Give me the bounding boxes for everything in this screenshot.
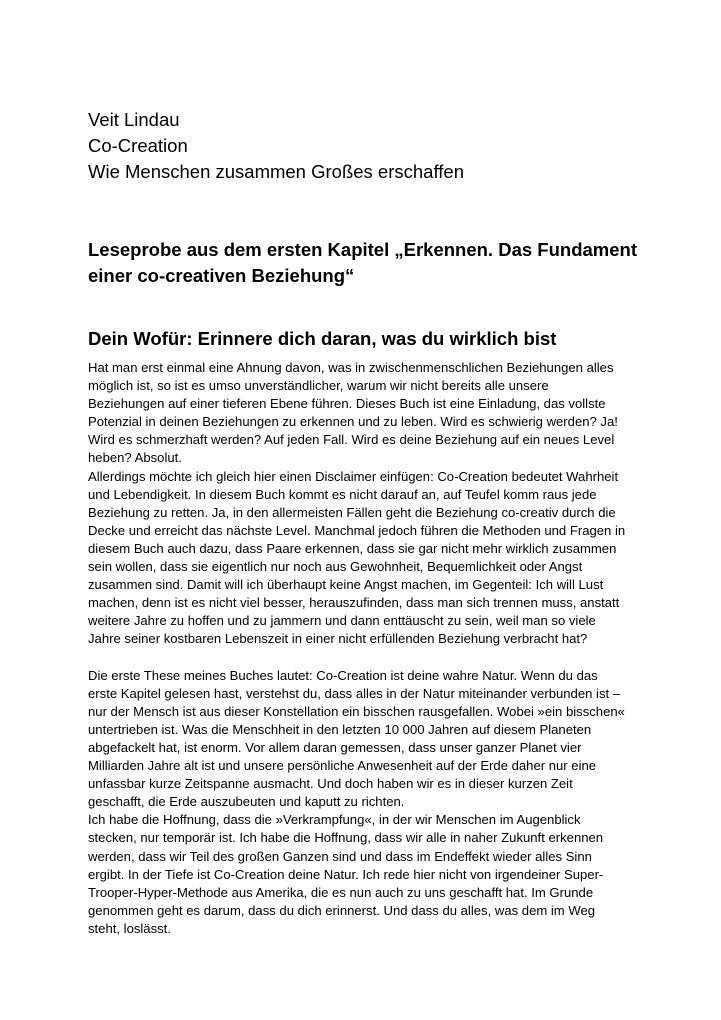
text-line: Jahre seiner kostbaren Lebenszeit in einer nicht erfüllenden Beziehung verbracht hat? [88, 631, 588, 647]
text-line: steht, loslässt. [88, 920, 171, 936]
text-line: machen, denn ist es nicht viel besser, herauszufinden, dass man sich trennen muss, anstatt [88, 595, 620, 611]
book-subtitle: Wie Menschen zusammen Großes erschaffen [88, 161, 464, 182]
paragraph [88, 359, 648, 468]
text-line: unfassbar kurze Zeitspanne ausmacht. Und doch haben wir es in dieser kurzen Zeit [88, 776, 573, 792]
text-line: Wird es schmerzhaft werden? Auf jeden Fall. Wird es deine Beziehung auf ein neues Level [88, 432, 615, 448]
text-line: und Lebendigkeit. In diesem Buch kommt es nicht darauf an, auf Teufel komm raus jede [88, 486, 597, 502]
text-line: untertrieben ist. Was die Menschheit in den letzten 10 000 Jahren auf diesem Planeten [88, 721, 592, 737]
text-line: ergibt. In der Tiefe ist Co-Creation deine Natur. Ich rede hier nicht von irgendeiner Super- [88, 866, 604, 882]
text-line: Allerdings möchte ich gleich hier einen Disclaimer einfügen: Co-Creation bedeutet Wahrheit [88, 468, 619, 484]
text-line: werden, dass wir Teil des großen Ganzen sind und dass im Endeffekt wieder alles Sinn [88, 848, 592, 864]
paragraph-spacer [88, 649, 648, 667]
text-line: Beziehungen auf einer tieferen Ebene führen. Dieses Buch ist eine Einladung, das vollste [88, 396, 606, 412]
paragraph [88, 811, 648, 938]
excerpt-heading-line: einer co-creativen Beziehung“ [88, 265, 355, 286]
text-line: sein wollen, dass sie eigentlich nur noch aus Gewohnheit, Bequemlichkeit oder Angst [88, 559, 583, 575]
text-line: Beziehung zu retten. Ja, in den allermeisten Fällen geht die Beziehung co-creativ durch die [88, 504, 616, 520]
text-line: Ich habe die Hoffnung, dass die »Verkrampfung«, in der wir Menschen im Augenblick [88, 812, 581, 828]
paragraph [88, 468, 648, 649]
text-line: stecken, nur temporär ist. Ich habe die Hoffnung, dass wir alle in naher Zukunft erkennen [88, 830, 604, 846]
author-name: Veit Lindau [88, 109, 180, 130]
text-line: Milliarden Jahre alt ist und unsere persönliche Anwesenheit auf der Erde daher nur eine [88, 758, 597, 774]
text-line: abgefackelt hat, ist enorm. Vor allem daran gemessen, dass unser ganzer Planet vier [88, 739, 582, 755]
text-line: genommen geht es darum, dass du dich erinnerst. Und dass du alles, was dem im Weg [88, 902, 596, 918]
excerpt-heading-line: Leseprobe aus dem ersten Kapitel „Erkennen. Das Fundament [88, 239, 637, 260]
title-block [88, 107, 648, 185]
excerpt-heading [88, 237, 648, 289]
text-line: Trooper-Hyper-Methode aus Amerika, die es nun auch zu uns geschafft hat. Im Grunde [88, 884, 594, 900]
text-line: weitere Jahre zu hoffen und zu jammern und dann enttäuscht zu sein, weil man so viele [88, 613, 596, 629]
text-line: Potenzial in deinen Beziehungen zu erkennen und zu leben. Wird es schwierig werden? Ja! [88, 414, 618, 430]
text-line: diesem Buch auch dazu, dass Paare erkennen, dass sie gar nicht mehr wirklich zusammen [88, 540, 617, 556]
book-title: Co-Creation [88, 135, 188, 156]
text-line: Decke und erreicht das nächste Level. Manchmal jedoch führen die Methoden und Fragen in [88, 522, 626, 538]
text-line: erste Kapitel gelesen hast, verstehst du, dass alles in der Natur miteinander verbunden ist – [88, 685, 621, 701]
chapter-heading: Dein Wofür: Erinnere dich daran, was du wirklich bist [88, 328, 557, 349]
text-line: heben? Absolut. [88, 450, 182, 466]
text-line: nur der Mensch ist aus dieser Konstellation ein bisschen rausgefallen. Wobei »ein bisschen« [88, 703, 625, 719]
document-page [88, 107, 648, 938]
text-line: Die erste These meines Buches lautet: Co-Creation ist deine wahre Natur. Wenn du das [88, 667, 598, 683]
text-line: möglich ist, so ist es umso unverständlicher, warum wir nicht bereits alle unsere [88, 378, 549, 394]
text-line: geschafft, die Erde auszubeuten und kaputt zu richten. [88, 794, 405, 810]
text-line: Hat man erst einmal eine Ahnung davon, was in zwischenmenschlichen Beziehungen alles [88, 360, 614, 375]
paragraph [88, 667, 648, 812]
text-line: zusammen sind. Damit will ich überhaupt keine Angst machen, im Gegenteil: Ich will Lust [88, 577, 604, 593]
